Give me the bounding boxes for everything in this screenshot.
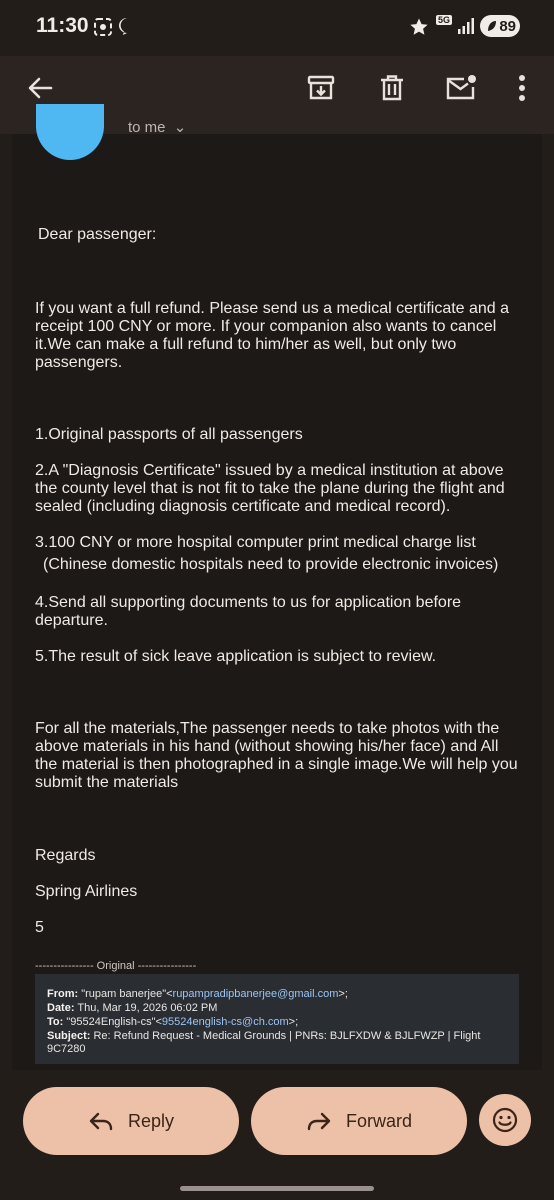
- recipient-label: to me: [128, 119, 166, 136]
- requirement-3-note: (Chinese domestic hospitals need to provide electronic invoices): [43, 556, 499, 573]
- quoted-date-label: Date:: [47, 1002, 75, 1014]
- battery-indicator: [480, 15, 520, 37]
- emoji-icon: [492, 1107, 518, 1133]
- screen-record-icon: [93, 17, 113, 37]
- forward-icon: [306, 1111, 332, 1131]
- delete-button[interactable]: [368, 64, 416, 112]
- quoted-from-label: From:: [47, 988, 79, 1000]
- intro-paragraph: If you want a full refund. Please send us a medical certificate and a receipt 100 CNY or more. If your companion also wants to cancel it.We can make a full refund to him/her as well, but only two passengers.: [35, 300, 510, 371]
- requirement-1: 1.Original passports of all passengers: [35, 426, 303, 443]
- quoted-date-value: Thu, Mar 19, 2026 06:02 PM: [77, 1002, 218, 1014]
- quoted-to-name: "95524English-cs"<: [66, 1016, 162, 1028]
- delete-icon: [377, 73, 407, 103]
- requirement-5: 5.The result of sick leave application is subject to review.: [35, 648, 437, 665]
- quoted-from-email[interactable]: rupampradipbanerjee@gmail.com: [172, 988, 339, 1000]
- more-icon: [518, 74, 526, 102]
- reply-label: Reply: [127, 1110, 175, 1131]
- requirement-3: 3.100 CNY or more hospital computer print medical charge list: [35, 534, 476, 551]
- quoted-to-label: To:: [47, 1016, 64, 1028]
- quoted-from-name: "rupam banerjee"<: [81, 988, 173, 1000]
- sender-avatar[interactable]: [36, 104, 104, 160]
- status-time: 11:30: [36, 14, 89, 37]
- mark-unread-icon: [444, 73, 478, 103]
- archive-icon: [306, 73, 336, 103]
- quoted-subject-label: Subject:: [47, 1030, 91, 1042]
- forward-label: Forward: [345, 1110, 412, 1131]
- star-icon: [409, 17, 429, 37]
- materials-paragraph: For all the materials,The passenger needs to take photos with the above materials in his hand (without showing his/her face) and All the material is then photographed in a single image.We will help you submit the materials: [35, 720, 518, 791]
- quoted-to-email[interactable]: 95524english-cs@ch.com: [161, 1016, 289, 1028]
- regards: Regards: [35, 847, 96, 864]
- original-message-divider: ---------------- Original ----------------: [35, 960, 197, 972]
- network-type-badge: 5G: [438, 15, 451, 25]
- chevron-down-icon: ⌄: [173, 119, 187, 136]
- forward-button[interactable]: [251, 1087, 467, 1155]
- signature: Spring Airlines: [35, 883, 138, 900]
- requirement-2: 2.A "Diagnosis Certificate" issued by a medical institution at above the county level that is not fit to take the plane during the flight and sealed (including diagnosis certificate and medical record).: [35, 462, 505, 515]
- signature-number: 5: [35, 919, 44, 936]
- quoted-to: [47, 1016, 512, 1029]
- quoted-subject-value: Re: Refund Request - Medical Grounds | PNRs: BJLFXDW & BJLFWZP | Flight 9C7280: [47, 1030, 481, 1055]
- recipient-line[interactable]: [128, 118, 186, 136]
- quoted-to-end: >;: [288, 1016, 299, 1028]
- reply-button[interactable]: [23, 1087, 239, 1155]
- quoted-subject: [47, 1030, 512, 1056]
- back-arrow-icon: [26, 74, 54, 102]
- greeting: Dear passenger:: [38, 226, 157, 243]
- more-options-button[interactable]: [498, 64, 546, 112]
- battery-level: 89: [499, 17, 516, 35]
- status-bar: [0, 0, 554, 56]
- emoji-reaction-button[interactable]: [479, 1094, 531, 1146]
- quoted-date: [47, 1002, 512, 1015]
- mark-unread-button[interactable]: [437, 64, 485, 112]
- gesture-home-bar[interactable]: [180, 1186, 374, 1191]
- message-notification-icon: [117, 16, 137, 36]
- quoted-from: [47, 988, 512, 1001]
- reply-icon: [88, 1111, 114, 1131]
- email-body[interactable]: [12, 119, 542, 1070]
- requirement-4: 4.Send all supporting documents to us for application before departure.: [35, 594, 462, 629]
- archive-button[interactable]: [297, 64, 345, 112]
- signal-icon: [457, 17, 475, 35]
- quoted-from-end: >;: [338, 988, 348, 1000]
- quoted-header: [35, 974, 519, 1064]
- leaf-icon: [487, 20, 497, 32]
